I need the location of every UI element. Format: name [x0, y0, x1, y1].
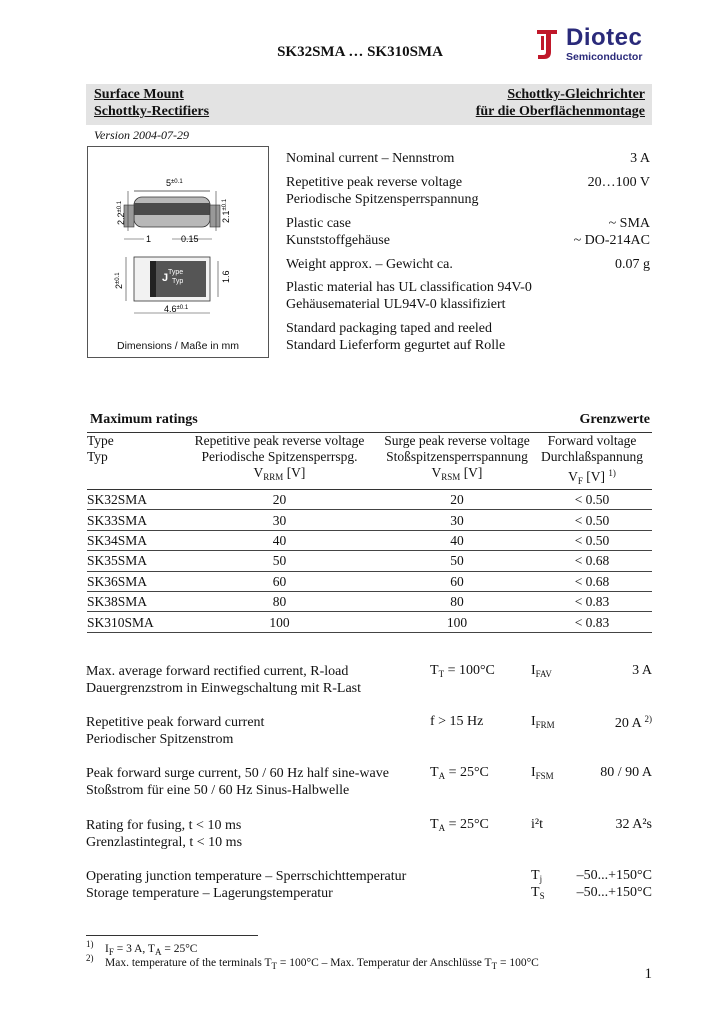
- col-vrrm-de: Periodische Spitzensperrspg.: [201, 449, 358, 464]
- footnote-divider: [86, 935, 258, 936]
- param-repetitive-peak-current-en: Repetitive peak forward current: [86, 715, 265, 730]
- param-fusing-rating-symbol: i²t: [531, 817, 543, 832]
- ratings-header-row: [87, 433, 652, 490]
- cell-vrsm: 50: [382, 551, 532, 571]
- col-vrrm-symbol: $V_{RRM}$ [V]: [253, 465, 306, 482]
- dim-h-label: $2^{\pm 0.1}$: [114, 272, 124, 289]
- grenzwerte-title: Grenzwerte: [579, 412, 650, 427]
- dim-left-label: $2.2^{\pm 0.1}$: [116, 200, 126, 225]
- spec-packaging-de: Standard Lieferform gegurtet auf Rolle: [286, 338, 506, 353]
- version-label: Version 2004-07-29: [94, 128, 189, 142]
- param-avg-forward-current-de: Dauergrenzstrom in Einwegschaltung mit R-Last: [86, 681, 362, 696]
- footnote-2: $^{2)}$ Max. temperature of the terminals $T_T = 100^\circ C$ – Max. Temperatur der Anschlüsse $T_T = 100^\circ C$: [86, 953, 539, 971]
- brand-subtitle: Semiconductor: [566, 51, 643, 63]
- temp-operating-value: –50...+150°C: [576, 868, 652, 883]
- table-row: [87, 490, 652, 510]
- spec-reverse-voltage-en: Repetitive peak reverse voltage: [286, 175, 463, 190]
- cell-vf: < 0.50: [532, 510, 652, 530]
- col-vrsm-de: Stoßspitzensperrspannung: [386, 449, 528, 464]
- cell-type: SK38SMA: [87, 591, 177, 611]
- param-surge-current-symbol: $I_{FSM}$: [531, 765, 554, 781]
- col-vf-en: Forward voltage: [547, 433, 637, 448]
- spec-weight: Weight approx. – Gewicht ca.: [286, 257, 453, 272]
- spec-packaging-en: Standard packaging taped and reeled: [286, 321, 493, 336]
- marking-logo-icon: J: [162, 272, 169, 284]
- cell-vf: < 0.83: [532, 591, 652, 611]
- param-avg-forward-current: [86, 663, 361, 697]
- cell-type: SK36SMA: [87, 571, 177, 591]
- cell-type: SK32SMA: [87, 490, 177, 510]
- dim-lead-label: 1: [146, 234, 152, 244]
- cell-vrrm: 20: [177, 490, 382, 510]
- temp-operating-junction: Operating junction temperature – Sperrschichttemperatur: [86, 869, 407, 884]
- header-right: [476, 86, 645, 120]
- dimensions-caption: Dimensions / Maße in mm: [117, 340, 239, 352]
- spec-case-en: Plastic case: [286, 216, 351, 231]
- param-avg-forward-current-symbol: $I_{FAV}$: [531, 663, 552, 679]
- cell-vf: < 0.68: [532, 571, 652, 591]
- col-type-de: Typ: [87, 449, 108, 464]
- header-left-line1: Surface Mount: [94, 87, 184, 102]
- param-fusing-rating-de: Grenzlastintegral, t < 10 ms: [86, 835, 243, 850]
- col-vrrm: [177, 433, 382, 490]
- marking-typ: Typ: [172, 278, 184, 285]
- param-fusing-rating-value: 32 A²s: [615, 817, 652, 832]
- cell-vrrm: 100: [177, 612, 382, 632]
- col-vrsm-en: Surge peak reverse voltage: [384, 433, 530, 448]
- param-surge-current-cond: $T_A = 25^\circ C$: [430, 765, 489, 781]
- spec-case-value-2: ~ DO-214AC: [573, 233, 650, 248]
- spec-reverse-voltage: [286, 174, 478, 208]
- param-fusing-rating-cond: $T_A = 25^\circ C$: [430, 817, 489, 833]
- marking-type: Type: [168, 269, 184, 276]
- spec-nominal-current: Nominal current – Nennstrom: [286, 151, 455, 166]
- spec-weight-value: 0.07 g: [615, 257, 650, 272]
- temp-operating-symbol: $T_j$: [531, 868, 543, 884]
- cell-vrrm: 30: [177, 510, 382, 530]
- param-avg-forward-current-value: 3 A: [632, 663, 652, 678]
- spec-case: [286, 215, 390, 249]
- param-avg-forward-current-en: Max. average forward rectified current, R-load: [86, 664, 349, 679]
- col-type: [87, 433, 177, 490]
- cell-type: SK33SMA: [87, 510, 177, 530]
- spec-reverse-voltage-value: 20…100 V: [587, 175, 650, 190]
- cell-vf: < 0.83: [532, 612, 652, 632]
- cell-vrsm: 60: [382, 571, 532, 591]
- temp-storage-value: –50...+150°C: [576, 885, 652, 900]
- cell-vf: < 0.68: [532, 551, 652, 571]
- cell-vrsm: 40: [382, 530, 532, 550]
- table-row: [87, 591, 652, 611]
- col-vf-de: Durchlaßspannung: [541, 449, 643, 464]
- document-title: SK32SMA … SK310SMA: [277, 44, 443, 60]
- package-body-stripe: [134, 203, 210, 215]
- col-type-en: Type: [87, 433, 114, 448]
- cell-vrsm: 80: [382, 591, 532, 611]
- package-drawing: [88, 147, 268, 347]
- dim-bottom-label: $4.6^{\pm 0.1}$: [164, 304, 189, 314]
- cell-vrsm: 100: [382, 612, 532, 632]
- spec-reverse-voltage-de: Periodische Spitzensperrspannung: [286, 192, 479, 207]
- cell-type: SK34SMA: [87, 530, 177, 550]
- dim-top-label: $5^{\pm 0.1}$: [166, 178, 183, 188]
- header-right-line1: Schottky-Gleichrichter: [507, 87, 645, 102]
- cell-vrsm: 20: [382, 490, 532, 510]
- ratings-table: [87, 432, 652, 633]
- diotec-logo-icon: [532, 26, 562, 62]
- col-vrrm-en: Repetitive peak reverse voltage: [194, 433, 365, 448]
- table-row: [87, 510, 652, 530]
- spec-ul-classification: [286, 279, 532, 313]
- package-drawing-box: [87, 146, 269, 358]
- table-row: [87, 612, 652, 632]
- spec-nominal-current-value: 3 A: [630, 151, 650, 166]
- col-vrsm-symbol: $V_{RSM}$ [V]: [431, 465, 483, 482]
- header-left: [94, 86, 209, 120]
- spec-case-value-1: ~ SMA: [608, 216, 650, 231]
- max-ratings-title: Maximum ratings: [90, 412, 198, 427]
- col-vf-symbol: $V_F$ [V] $^{1)}$: [568, 468, 616, 486]
- temp-storage: Storage temperature – Lagerungstemperatur: [86, 886, 333, 901]
- dim-thickness-label: 0.15: [181, 234, 199, 244]
- param-repetitive-peak-current-cond: f > 15 Hz: [430, 714, 484, 729]
- param-avg-forward-current-cond: $T_T = 100^\circ C$: [430, 663, 495, 679]
- diotec-logo: [532, 26, 662, 66]
- param-fusing-rating-en: Rating for fusing, t < 10 ms: [86, 818, 242, 833]
- spec-ul-de: Gehäusematerial UL94V-0 klassifiziert: [286, 297, 506, 312]
- table-row: [87, 571, 652, 591]
- brand-name: Diotec: [566, 24, 643, 51]
- param-repetitive-peak-current: [86, 714, 264, 748]
- header-right-line2: für die Oberflächenmontage: [475, 104, 645, 119]
- cell-type: SK35SMA: [87, 551, 177, 571]
- param-surge-current: [86, 765, 389, 799]
- param-repetitive-peak-current-symbol: $I_{FRM}$: [531, 714, 555, 730]
- param-repetitive-peak-current-value: 20 A $^{2)}$: [614, 714, 652, 731]
- footnote-1: $^{1)}$ $I_F = 3$ A, $T_A = 25^\circ C$: [86, 939, 198, 957]
- temp-storage-symbol: $T_S$: [531, 885, 545, 901]
- spec-ul-en: Plastic material has UL classification 94V-0: [286, 280, 532, 295]
- cell-vrrm: 40: [177, 530, 382, 550]
- page-number: 1: [644, 966, 652, 982]
- dim-w-label: 1.6: [221, 270, 231, 283]
- cell-vf: < 0.50: [532, 530, 652, 550]
- table-row: [87, 551, 652, 571]
- spec-case-value: [574, 215, 650, 249]
- header-left-line2: Schottky-Rectifiers: [94, 104, 210, 119]
- param-surge-current-en: Peak forward surge current, 50 / 60 Hz half sine-wave: [86, 766, 389, 781]
- col-vf: [532, 433, 652, 490]
- dim-right-label: $2.1^{\pm 0.1}$: [221, 198, 231, 223]
- param-repetitive-peak-current-de: Periodischer Spitzenstrom: [86, 732, 234, 747]
- cell-type: SK310SMA: [87, 612, 177, 632]
- cell-vrsm: 30: [382, 510, 532, 530]
- spec-case-de: Kunststoffgehäuse: [286, 233, 390, 248]
- spec-packaging: [286, 320, 505, 354]
- param-surge-current-value: 80 / 90 A: [600, 765, 652, 780]
- cell-vrrm: 50: [177, 551, 382, 571]
- cell-vrrm: 80: [177, 591, 382, 611]
- cell-vrrm: 60: [177, 571, 382, 591]
- table-row: [87, 530, 652, 550]
- col-vrsm: [382, 433, 532, 490]
- param-fusing-rating: [86, 817, 242, 851]
- param-surge-current-de: Stoßstrom für eine 50 / 60 Hz Sinus-Halbwelle: [86, 783, 350, 798]
- cell-vf: < 0.50: [532, 490, 652, 510]
